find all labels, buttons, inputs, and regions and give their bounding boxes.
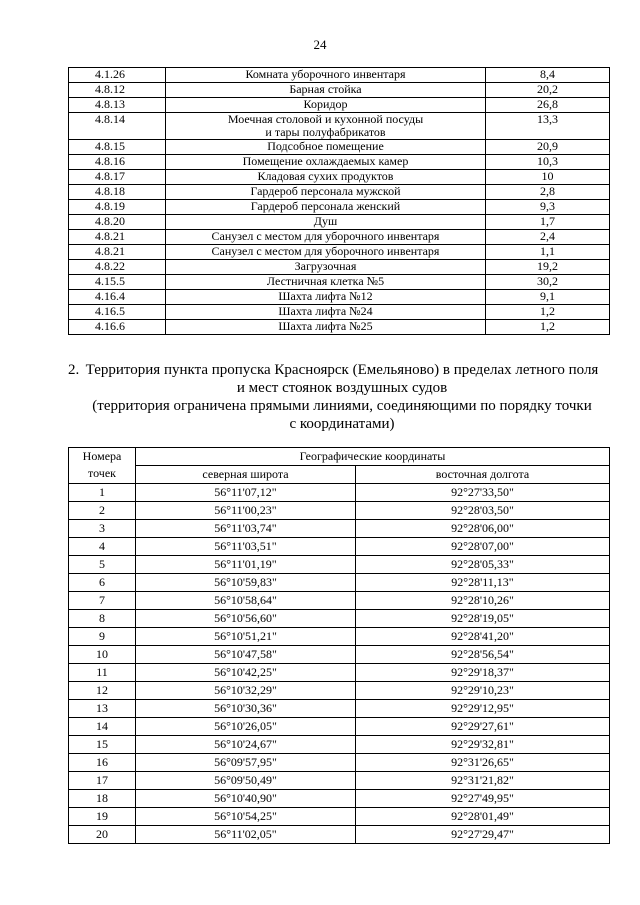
point-longitude: 92°31'26,65" <box>356 754 610 772</box>
point-number: 3 <box>69 520 136 538</box>
room-area: 9,1 <box>486 290 610 305</box>
room-row <box>69 155 610 170</box>
coordinate-row <box>69 484 610 502</box>
point-latitude: 56°11'03,74" <box>136 520 356 538</box>
room-area: 20,9 <box>486 140 610 155</box>
point-latitude: 56°10'54,25" <box>136 808 356 826</box>
room-row <box>69 185 610 200</box>
point-number: 17 <box>69 772 136 790</box>
room-code: 4.8.16 <box>69 155 166 170</box>
point-number: 5 <box>69 556 136 574</box>
room-row <box>69 275 610 290</box>
points-header-line-1: Номера <box>82 449 122 463</box>
point-longitude: 92°31'21,82" <box>356 772 610 790</box>
point-longitude: 92°29'12,95" <box>356 700 610 718</box>
point-latitude: 56°10'56,60" <box>136 610 356 628</box>
room-area: 2,4 <box>486 230 610 245</box>
point-latitude: 56°11'03,51" <box>136 538 356 556</box>
coordinate-row <box>69 592 610 610</box>
room-code: 4.15.5 <box>69 275 166 290</box>
point-number: 8 <box>69 610 136 628</box>
room-row <box>69 113 610 140</box>
room-area: 30,2 <box>486 275 610 290</box>
point-longitude: 92°29'10,23" <box>356 682 610 700</box>
point-latitude: 56°10'59,83" <box>136 574 356 592</box>
coordinate-row <box>69 610 610 628</box>
room-name: Коридор <box>166 98 486 113</box>
coordinates-header-row <box>69 448 610 466</box>
point-latitude: 56°10'58,64" <box>136 592 356 610</box>
room-code: 4.1.26 <box>69 68 166 83</box>
page-number: 24 <box>313 37 327 52</box>
point-longitude: 92°28'06,00" <box>356 520 610 538</box>
room-code: 4.16.6 <box>69 320 166 335</box>
room-name: Душ <box>166 215 486 230</box>
point-latitude: 56°11'02,05" <box>136 826 356 844</box>
room-code: 4.8.12 <box>69 83 166 98</box>
coordinates-subheader-row <box>69 466 610 484</box>
room-code: 4.8.17 <box>69 170 166 185</box>
point-longitude: 92°28'01,49" <box>356 808 610 826</box>
point-number: 19 <box>69 808 136 826</box>
point-latitude: 56°11'00,23" <box>136 502 356 520</box>
room-area: 10 <box>486 170 610 185</box>
point-number: 7 <box>69 592 136 610</box>
room-name: Подсобное помещение <box>166 140 486 155</box>
room-name: Загрузочная <box>166 260 486 275</box>
room-name: Санузел с местом для уборочного инвентаря <box>166 245 486 260</box>
room-code: 4.8.22 <box>69 260 166 275</box>
room-row <box>69 230 610 245</box>
room-row <box>69 260 610 275</box>
room-area: 26,8 <box>486 98 610 113</box>
room-code: 4.8.21 <box>69 245 166 260</box>
room-area: 9,3 <box>486 200 610 215</box>
point-longitude: 92°28'03,50" <box>356 502 610 520</box>
point-latitude: 56°10'40,90" <box>136 790 356 808</box>
rooms-table <box>68 67 610 335</box>
point-longitude: 92°28'11,13" <box>356 574 610 592</box>
point-longitude: 92°28'19,05" <box>356 610 610 628</box>
room-name: Помещение охлаждаемых камер <box>166 155 486 170</box>
room-code: 4.16.5 <box>69 305 166 320</box>
room-row <box>69 83 610 98</box>
room-name: Барная стойка <box>166 83 486 98</box>
room-row <box>69 290 610 305</box>
room-name: Кладовая сухих продуктов <box>166 170 486 185</box>
point-latitude: 56°10'24,67" <box>136 736 356 754</box>
point-longitude: 92°28'41,20" <box>356 628 610 646</box>
room-name: Санузел с местом для уборочного инвентаря <box>166 230 486 245</box>
room-name: Шахта лифта №12 <box>166 290 486 305</box>
room-row <box>69 140 610 155</box>
coordinates-table <box>68 447 610 844</box>
room-name: Гардероб персонала женский <box>166 200 486 215</box>
section-title-line-1: Территория пункта пропуска Красноярск (Емельяново) в пределах летного поля <box>85 362 599 378</box>
room-row <box>69 170 610 185</box>
coordinate-row <box>69 772 610 790</box>
coordinate-row <box>69 538 610 556</box>
room-row <box>69 215 610 230</box>
room-area: 1,1 <box>486 245 610 260</box>
room-name: Шахта лифта №25 <box>166 320 486 335</box>
point-longitude: 92°29'27,61" <box>356 718 610 736</box>
room-area: 2,8 <box>486 185 610 200</box>
point-longitude: 92°27'29,47" <box>356 826 610 844</box>
section-title-line-2: и мест стоянок воздушных судов <box>236 380 448 396</box>
room-area: 20,2 <box>486 83 610 98</box>
point-number: 13 <box>69 700 136 718</box>
point-number: 4 <box>69 538 136 556</box>
room-area: 1,2 <box>486 320 610 335</box>
point-longitude: 92°28'07,00" <box>356 538 610 556</box>
point-latitude: 56°10'26,05" <box>136 718 356 736</box>
coordinate-row <box>69 646 610 664</box>
coordinate-row <box>69 718 610 736</box>
point-longitude: 92°27'33,50" <box>356 484 610 502</box>
room-code: 4.8.21 <box>69 230 166 245</box>
points-header <box>69 448 136 484</box>
room-name: Моечная столовой и кухонной посуды и тары полуфабрикатов <box>166 113 486 140</box>
room-row <box>69 305 610 320</box>
room-row <box>69 68 610 83</box>
room-row <box>69 320 610 335</box>
room-name: Гардероб персонала мужской <box>166 185 486 200</box>
coordinate-row <box>69 700 610 718</box>
coordinate-row <box>69 574 610 592</box>
point-latitude: 56°10'47,58" <box>136 646 356 664</box>
point-number: 12 <box>69 682 136 700</box>
longitude-header: восточная долгота <box>356 466 610 484</box>
coordinate-row <box>69 826 610 844</box>
room-area: 10,3 <box>486 155 610 170</box>
room-name: Лестничная клетка №5 <box>166 275 486 290</box>
point-latitude: 56°11'01,19" <box>136 556 356 574</box>
point-latitude: 56°09'57,95" <box>136 754 356 772</box>
point-longitude: 92°28'10,26" <box>356 592 610 610</box>
point-number: 2 <box>69 502 136 520</box>
section-heading <box>68 361 616 433</box>
point-number: 1 <box>69 484 136 502</box>
coordinate-row <box>69 682 610 700</box>
geo-coordinates-header: Географические координаты <box>136 448 610 466</box>
room-code: 4.8.13 <box>69 98 166 113</box>
point-number: 15 <box>69 736 136 754</box>
section-title-line-3: (территория ограничена прямыми линиями, соединяющими по порядку точки <box>92 398 592 414</box>
room-area: 1,7 <box>486 215 610 230</box>
point-number: 6 <box>69 574 136 592</box>
point-longitude: 92°27'49,95" <box>356 790 610 808</box>
point-latitude: 56°10'51,21" <box>136 628 356 646</box>
coordinate-row <box>69 664 610 682</box>
coordinate-row <box>69 754 610 772</box>
room-code: 4.16.4 <box>69 290 166 305</box>
latitude-header: северная широта <box>136 466 356 484</box>
point-longitude: 92°29'32,81" <box>356 736 610 754</box>
point-latitude: 56°10'32,29" <box>136 682 356 700</box>
room-row <box>69 200 610 215</box>
point-latitude: 56°10'30,36" <box>136 700 356 718</box>
point-latitude: 56°09'50,49" <box>136 772 356 790</box>
point-number: 10 <box>69 646 136 664</box>
point-latitude: 56°10'42,25" <box>136 664 356 682</box>
room-row <box>69 245 610 260</box>
room-name: Комната уборочного инвентаря <box>166 68 486 83</box>
coordinate-row <box>69 556 610 574</box>
point-number: 18 <box>69 790 136 808</box>
room-code: 4.8.19 <box>69 200 166 215</box>
room-code: 4.8.15 <box>69 140 166 155</box>
points-header-line-2: точек <box>88 466 116 480</box>
coordinate-row <box>69 808 610 826</box>
point-latitude: 56°11'07,12" <box>136 484 356 502</box>
room-area: 19,2 <box>486 260 610 275</box>
point-longitude: 92°28'05,33" <box>356 556 610 574</box>
room-area: 13,3 <box>486 113 610 140</box>
point-longitude: 92°29'18,37" <box>356 664 610 682</box>
point-number: 20 <box>69 826 136 844</box>
room-row <box>69 98 610 113</box>
section-number: 2. <box>68 362 80 378</box>
room-code: 4.8.14 <box>69 113 166 140</box>
coordinate-row <box>69 502 610 520</box>
room-code: 4.8.18 <box>69 185 166 200</box>
coordinate-row <box>69 790 610 808</box>
room-area: 1,2 <box>486 305 610 320</box>
room-area: 8,4 <box>486 68 610 83</box>
room-code: 4.8.20 <box>69 215 166 230</box>
point-number: 16 <box>69 754 136 772</box>
section-title-line-4: с координатами) <box>289 416 395 432</box>
point-number: 14 <box>69 718 136 736</box>
coordinate-row <box>69 736 610 754</box>
point-longitude: 92°28'56,54" <box>356 646 610 664</box>
room-name: Шахта лифта №24 <box>166 305 486 320</box>
point-number: 9 <box>69 628 136 646</box>
coordinate-row <box>69 628 610 646</box>
coordinate-row <box>69 520 610 538</box>
point-number: 11 <box>69 664 136 682</box>
